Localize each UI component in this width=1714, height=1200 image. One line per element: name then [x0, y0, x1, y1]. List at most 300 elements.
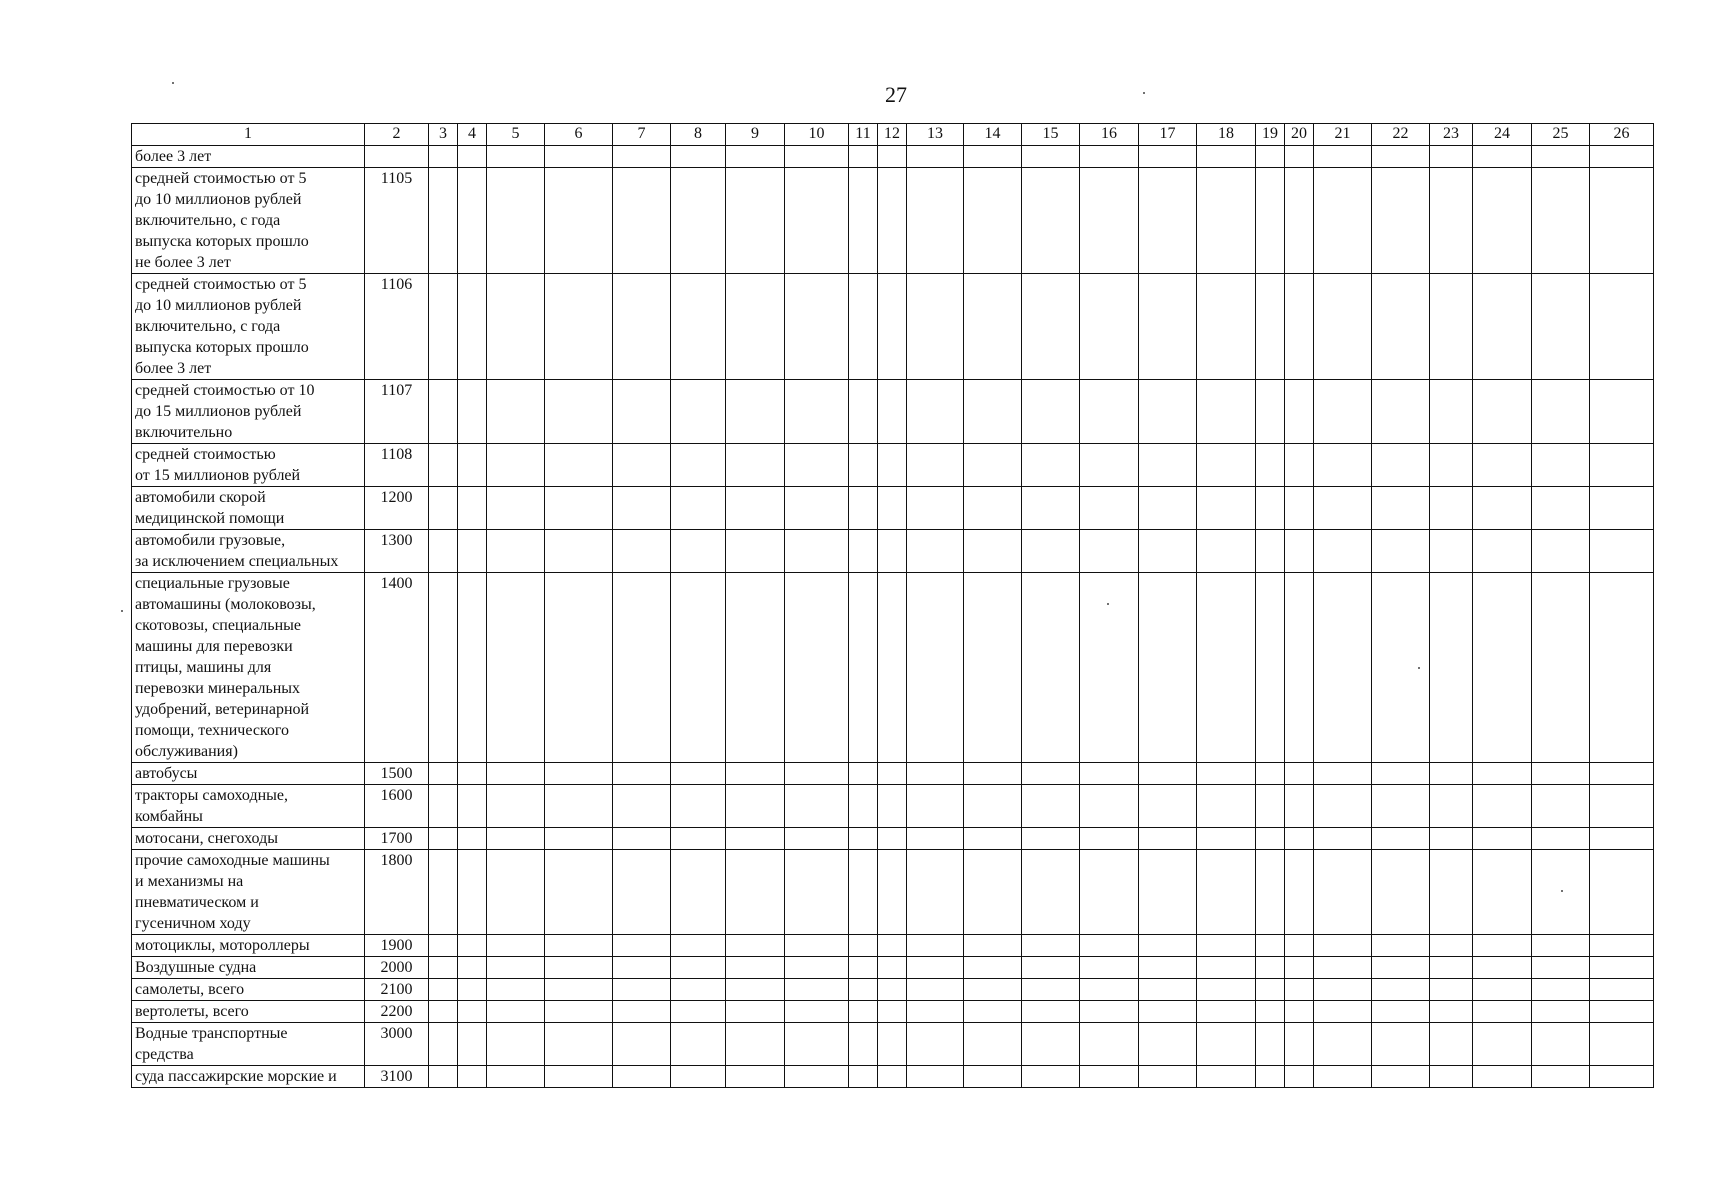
empty-cell	[964, 1001, 1022, 1023]
row-label: автобусы	[132, 763, 365, 785]
empty-cell	[429, 444, 458, 487]
empty-cell	[1285, 487, 1314, 530]
empty-cell	[1080, 828, 1139, 850]
column-header: 2	[365, 124, 429, 146]
empty-cell	[849, 573, 878, 763]
empty-cell	[1022, 785, 1080, 828]
table-body	[132, 124, 1654, 1088]
empty-cell	[785, 763, 849, 785]
empty-cell	[907, 828, 964, 850]
empty-cell	[458, 146, 487, 168]
table-row	[132, 444, 1654, 487]
empty-cell	[458, 168, 487, 274]
empty-cell	[726, 828, 785, 850]
empty-cell	[964, 1066, 1022, 1088]
empty-cell	[487, 274, 545, 380]
empty-cell	[458, 444, 487, 487]
empty-cell	[878, 1023, 907, 1066]
empty-cell	[1473, 168, 1532, 274]
empty-cell	[1314, 1023, 1372, 1066]
row-code	[365, 146, 429, 168]
column-header: 22	[1372, 124, 1430, 146]
empty-cell	[1256, 828, 1285, 850]
empty-cell	[878, 444, 907, 487]
empty-cell	[878, 274, 907, 380]
empty-cell	[878, 763, 907, 785]
empty-cell	[785, 168, 849, 274]
row-label: суда пассажирские морские и	[132, 1066, 365, 1088]
table-row	[132, 828, 1654, 850]
empty-cell	[1314, 444, 1372, 487]
table-row	[132, 785, 1654, 828]
table-row	[132, 1066, 1654, 1088]
empty-cell	[1139, 935, 1197, 957]
empty-cell	[1314, 380, 1372, 444]
empty-cell	[964, 380, 1022, 444]
empty-cell	[429, 979, 458, 1001]
empty-cell	[1590, 1066, 1654, 1088]
empty-cell	[545, 146, 613, 168]
empty-cell	[671, 1066, 726, 1088]
column-header: 17	[1139, 124, 1197, 146]
empty-cell	[878, 957, 907, 979]
column-header: 16	[1080, 124, 1139, 146]
empty-cell	[1590, 935, 1654, 957]
empty-cell	[907, 168, 964, 274]
empty-cell	[1197, 530, 1256, 573]
empty-cell	[1256, 763, 1285, 785]
empty-cell	[1473, 1023, 1532, 1066]
empty-cell	[726, 380, 785, 444]
empty-cell	[487, 530, 545, 573]
empty-cell	[878, 530, 907, 573]
empty-cell	[785, 935, 849, 957]
column-header: 19	[1256, 124, 1285, 146]
empty-cell	[1080, 1066, 1139, 1088]
column-header: 26	[1590, 124, 1654, 146]
empty-cell	[1197, 1023, 1256, 1066]
empty-cell	[849, 168, 878, 274]
empty-cell	[1532, 146, 1590, 168]
empty-cell	[785, 979, 849, 1001]
row-code: 1800	[365, 850, 429, 935]
empty-cell	[613, 850, 671, 935]
empty-cell	[1285, 380, 1314, 444]
empty-cell	[1314, 487, 1372, 530]
empty-cell	[1139, 785, 1197, 828]
empty-cell	[785, 530, 849, 573]
empty-cell	[1285, 828, 1314, 850]
empty-cell	[1197, 444, 1256, 487]
empty-cell	[964, 573, 1022, 763]
empty-cell	[849, 530, 878, 573]
column-header: 24	[1473, 124, 1532, 146]
empty-cell	[1532, 828, 1590, 850]
empty-cell	[613, 1066, 671, 1088]
empty-cell	[1532, 979, 1590, 1001]
column-header: 23	[1430, 124, 1473, 146]
column-header: 12	[878, 124, 907, 146]
empty-cell	[964, 763, 1022, 785]
empty-cell	[1256, 168, 1285, 274]
empty-cell	[429, 785, 458, 828]
empty-cell	[1022, 850, 1080, 935]
empty-cell	[1372, 573, 1430, 763]
row-label: специальные грузовые автомашины (молоковозы, скотовозы, специальные машины для перевозки птицы, машины для перевозки минеральных удобрений, ветеринарной помощи, технического обслуживания)	[132, 573, 365, 763]
empty-cell	[1285, 979, 1314, 1001]
row-code: 2100	[365, 979, 429, 1001]
empty-cell	[849, 1001, 878, 1023]
empty-cell	[785, 1066, 849, 1088]
empty-cell	[964, 1023, 1022, 1066]
row-code: 2200	[365, 1001, 429, 1023]
empty-cell	[1372, 957, 1430, 979]
empty-cell	[458, 979, 487, 1001]
row-code: 2000	[365, 957, 429, 979]
empty-cell	[458, 828, 487, 850]
empty-cell	[671, 274, 726, 380]
empty-cell	[671, 1023, 726, 1066]
empty-cell	[1372, 1001, 1430, 1023]
empty-cell	[878, 935, 907, 957]
empty-cell	[545, 1066, 613, 1088]
empty-cell	[726, 785, 785, 828]
empty-cell	[458, 573, 487, 763]
empty-cell	[613, 935, 671, 957]
empty-cell	[907, 487, 964, 530]
column-header: 21	[1314, 124, 1372, 146]
row-code: 1108	[365, 444, 429, 487]
row-code: 1900	[365, 935, 429, 957]
empty-cell	[429, 1023, 458, 1066]
table-row	[132, 573, 1654, 763]
empty-cell	[545, 1023, 613, 1066]
empty-cell	[1285, 530, 1314, 573]
row-code: 1600	[365, 785, 429, 828]
empty-cell	[1430, 487, 1473, 530]
empty-cell	[429, 1001, 458, 1023]
empty-cell	[726, 763, 785, 785]
empty-cell	[964, 850, 1022, 935]
empty-cell	[545, 763, 613, 785]
empty-cell	[1256, 935, 1285, 957]
empty-cell	[487, 146, 545, 168]
empty-cell	[785, 487, 849, 530]
empty-cell	[487, 979, 545, 1001]
empty-cell	[1080, 444, 1139, 487]
empty-cell	[1285, 785, 1314, 828]
empty-cell	[1372, 785, 1430, 828]
empty-cell	[429, 957, 458, 979]
empty-cell	[726, 1001, 785, 1023]
empty-cell	[671, 444, 726, 487]
empty-cell	[671, 530, 726, 573]
empty-cell	[545, 274, 613, 380]
empty-cell	[613, 979, 671, 1001]
empty-cell	[545, 380, 613, 444]
empty-cell	[1285, 850, 1314, 935]
empty-cell	[878, 573, 907, 763]
empty-cell	[1080, 1023, 1139, 1066]
empty-cell	[1590, 380, 1654, 444]
empty-cell	[1080, 763, 1139, 785]
empty-cell	[726, 168, 785, 274]
empty-cell	[1372, 168, 1430, 274]
empty-cell	[878, 380, 907, 444]
empty-cell	[545, 935, 613, 957]
empty-cell	[1285, 1066, 1314, 1088]
row-code: 1300	[365, 530, 429, 573]
empty-cell	[545, 168, 613, 274]
empty-cell	[545, 957, 613, 979]
column-header: 25	[1532, 124, 1590, 146]
empty-cell	[1080, 1001, 1139, 1023]
empty-cell	[849, 274, 878, 380]
column-header: 7	[613, 124, 671, 146]
empty-cell	[1473, 274, 1532, 380]
row-label: прочие самоходные машины и механизмы на пневматическом и гусеничном ходу	[132, 850, 365, 935]
empty-cell	[907, 380, 964, 444]
empty-cell	[671, 146, 726, 168]
empty-cell	[1139, 168, 1197, 274]
empty-cell	[726, 1066, 785, 1088]
empty-cell	[1022, 979, 1080, 1001]
empty-cell	[1532, 1001, 1590, 1023]
empty-cell	[726, 274, 785, 380]
empty-cell	[785, 957, 849, 979]
empty-cell	[785, 274, 849, 380]
column-header: 3	[429, 124, 458, 146]
empty-cell	[964, 146, 1022, 168]
empty-cell	[1430, 1001, 1473, 1023]
empty-cell	[1473, 785, 1532, 828]
empty-cell	[1139, 444, 1197, 487]
empty-cell	[1532, 785, 1590, 828]
table-row	[132, 530, 1654, 573]
empty-cell	[1022, 1001, 1080, 1023]
empty-cell	[1430, 1023, 1473, 1066]
empty-cell	[1256, 1066, 1285, 1088]
empty-cell	[487, 828, 545, 850]
empty-cell	[1197, 785, 1256, 828]
empty-cell	[1080, 957, 1139, 979]
empty-cell	[964, 935, 1022, 957]
empty-cell	[1139, 957, 1197, 979]
row-label: средней стоимостью от 10 до 15 миллионов рублей включительно	[132, 380, 365, 444]
empty-cell	[671, 957, 726, 979]
empty-cell	[487, 444, 545, 487]
empty-cell	[1256, 979, 1285, 1001]
empty-cell	[1139, 487, 1197, 530]
scan-speck	[1143, 92, 1145, 94]
empty-cell	[964, 168, 1022, 274]
empty-cell	[613, 487, 671, 530]
table-row	[132, 850, 1654, 935]
empty-cell	[1197, 935, 1256, 957]
empty-cell	[878, 785, 907, 828]
empty-cell	[849, 828, 878, 850]
empty-cell	[458, 530, 487, 573]
empty-cell	[1256, 850, 1285, 935]
empty-cell	[1080, 979, 1139, 1001]
table-row	[132, 168, 1654, 274]
empty-cell	[849, 979, 878, 1001]
empty-cell	[1314, 979, 1372, 1001]
empty-cell	[1590, 1001, 1654, 1023]
empty-cell	[849, 935, 878, 957]
empty-cell	[907, 850, 964, 935]
empty-cell	[907, 1023, 964, 1066]
row-code: 1107	[365, 380, 429, 444]
empty-cell	[849, 1066, 878, 1088]
empty-cell	[726, 935, 785, 957]
empty-cell	[458, 850, 487, 935]
empty-cell	[1197, 979, 1256, 1001]
empty-cell	[1139, 380, 1197, 444]
empty-cell	[613, 274, 671, 380]
empty-cell	[671, 573, 726, 763]
empty-cell	[878, 850, 907, 935]
scan-speck	[172, 82, 174, 84]
empty-cell	[1590, 444, 1654, 487]
empty-cell	[1314, 573, 1372, 763]
header-row	[132, 124, 1654, 146]
empty-cell	[907, 1066, 964, 1088]
empty-cell	[1590, 957, 1654, 979]
empty-cell	[545, 573, 613, 763]
empty-cell	[1430, 1066, 1473, 1088]
empty-cell	[545, 1001, 613, 1023]
empty-cell	[1256, 274, 1285, 380]
empty-cell	[1314, 785, 1372, 828]
empty-cell	[726, 979, 785, 1001]
empty-cell	[1285, 957, 1314, 979]
empty-cell	[1473, 1001, 1532, 1023]
column-header: 13	[907, 124, 964, 146]
empty-cell	[1473, 850, 1532, 935]
empty-cell	[849, 763, 878, 785]
empty-cell	[726, 487, 785, 530]
empty-cell	[878, 828, 907, 850]
empty-cell	[849, 850, 878, 935]
empty-cell	[1285, 935, 1314, 957]
empty-cell	[458, 957, 487, 979]
empty-cell	[458, 785, 487, 828]
table-row	[132, 380, 1654, 444]
empty-cell	[429, 146, 458, 168]
empty-cell	[1285, 274, 1314, 380]
empty-cell	[671, 1001, 726, 1023]
empty-cell	[907, 530, 964, 573]
empty-cell	[671, 850, 726, 935]
empty-cell	[429, 274, 458, 380]
empty-cell	[1314, 1066, 1372, 1088]
column-header: 14	[964, 124, 1022, 146]
empty-cell	[613, 573, 671, 763]
empty-cell	[1197, 573, 1256, 763]
empty-cell	[545, 979, 613, 1001]
empty-cell	[1532, 487, 1590, 530]
column-header: 10	[785, 124, 849, 146]
empty-cell	[1372, 979, 1430, 1001]
empty-cell	[1314, 935, 1372, 957]
empty-cell	[1590, 530, 1654, 573]
empty-cell	[429, 487, 458, 530]
row-code: 3000	[365, 1023, 429, 1066]
empty-cell	[726, 530, 785, 573]
empty-cell	[1372, 1023, 1430, 1066]
empty-cell	[1372, 380, 1430, 444]
empty-cell	[964, 957, 1022, 979]
empty-cell	[545, 530, 613, 573]
empty-cell	[1372, 530, 1430, 573]
empty-cell	[907, 573, 964, 763]
row-code: 1200	[365, 487, 429, 530]
empty-cell	[785, 146, 849, 168]
empty-cell	[487, 1066, 545, 1088]
empty-cell	[671, 487, 726, 530]
empty-cell	[1532, 168, 1590, 274]
empty-cell	[613, 1023, 671, 1066]
empty-cell	[907, 1001, 964, 1023]
empty-cell	[1473, 979, 1532, 1001]
row-label: автомобили грузовые, за исключением специальных	[132, 530, 365, 573]
empty-cell	[1256, 530, 1285, 573]
empty-cell	[1197, 1066, 1256, 1088]
empty-cell	[458, 274, 487, 380]
row-label: средней стоимостью от 15 миллионов рублей	[132, 444, 365, 487]
empty-cell	[1532, 1066, 1590, 1088]
empty-cell	[1372, 146, 1430, 168]
empty-cell	[487, 785, 545, 828]
empty-cell	[1532, 957, 1590, 979]
row-label: средней стоимостью от 5 до 10 миллионов рублей включительно, с года выпуска которых прошло более 3 лет	[132, 274, 365, 380]
row-code: 3100	[365, 1066, 429, 1088]
empty-cell	[487, 935, 545, 957]
empty-cell	[1430, 979, 1473, 1001]
empty-cell	[1473, 444, 1532, 487]
empty-cell	[1197, 957, 1256, 979]
empty-cell	[487, 850, 545, 935]
empty-cell	[1430, 850, 1473, 935]
empty-cell	[1022, 487, 1080, 530]
empty-cell	[1430, 530, 1473, 573]
empty-cell	[458, 1023, 487, 1066]
empty-cell	[964, 530, 1022, 573]
empty-cell	[907, 785, 964, 828]
empty-cell	[878, 487, 907, 530]
empty-cell	[487, 380, 545, 444]
empty-cell	[1590, 146, 1654, 168]
empty-cell	[726, 850, 785, 935]
empty-cell	[1590, 1023, 1654, 1066]
empty-cell	[1314, 850, 1372, 935]
empty-cell	[1430, 168, 1473, 274]
empty-cell	[1372, 1066, 1430, 1088]
empty-cell	[907, 979, 964, 1001]
empty-cell	[1314, 530, 1372, 573]
empty-cell	[785, 850, 849, 935]
empty-cell	[785, 380, 849, 444]
empty-cell	[1197, 487, 1256, 530]
empty-cell	[1256, 146, 1285, 168]
empty-cell	[785, 1001, 849, 1023]
empty-cell	[849, 146, 878, 168]
empty-cell	[1532, 274, 1590, 380]
table-row	[132, 979, 1654, 1001]
empty-cell	[1473, 957, 1532, 979]
empty-cell	[726, 957, 785, 979]
